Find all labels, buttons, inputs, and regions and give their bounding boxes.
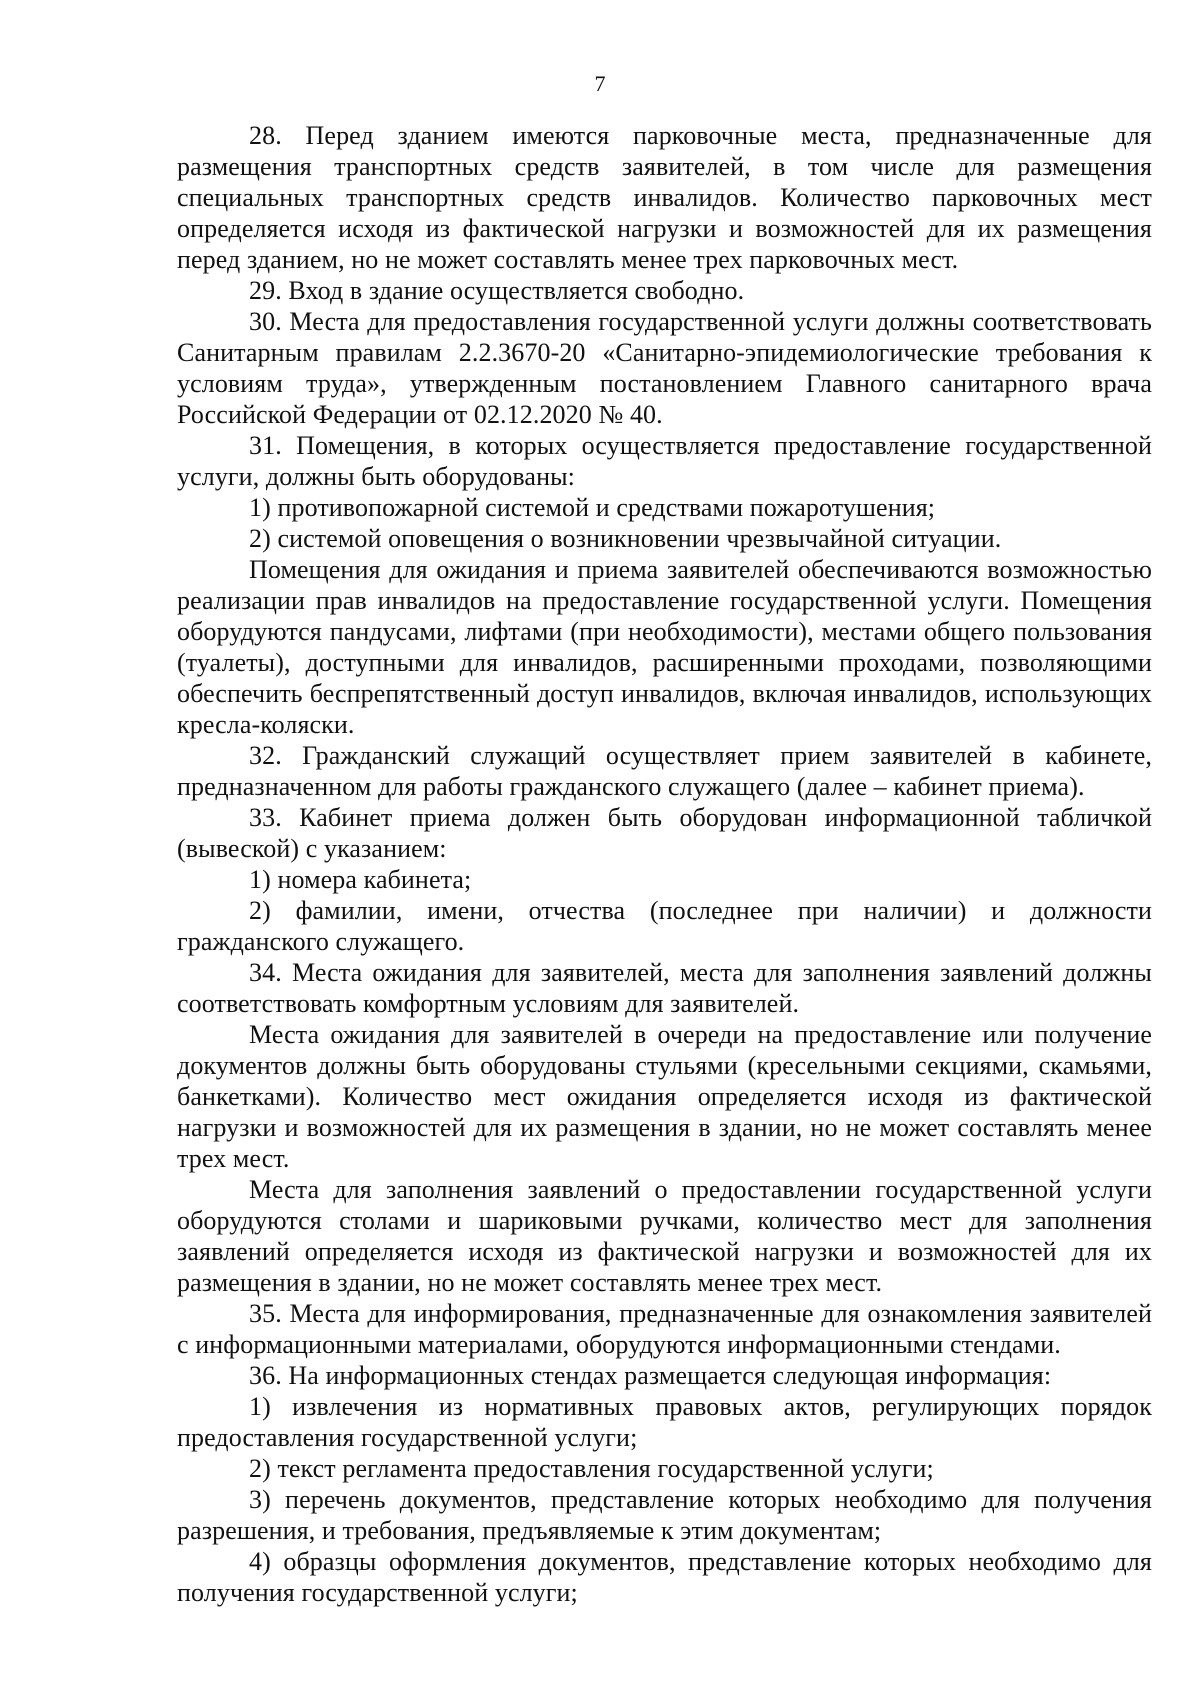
paragraph-28: 28. Перед зданием имеются парковочные места, предназначенные для размещения транспортных средств заявителей, в том числе для размещения специальных транспортных средств инвалидов. Количество парковочных мест определяется исходя из фактической нагрузки и возможностей для их размещения перед зданием, но не может составлять менее трех парковочных мест.: [177, 121, 1152, 274]
paragraph-33: 33. Кабинет приема должен быть оборудован информационной табличкой (вывеской) с указанием:: [177, 803, 1152, 863]
list-item-36-3: 3) перечень документов, представление которых необходимо для получения разрешения, и требования, предъявляемые к этим документам;: [177, 1485, 1152, 1545]
list-item-31-2: 2) системой оповещения о возникновении чрезвычайной ситуации.: [249, 524, 1002, 553]
paragraph-36: 36. На информационных стендах размещается следующая информация:: [249, 1361, 1052, 1390]
paragraph-29: 29. Вход в здание осуществляется свободно.: [249, 276, 745, 305]
paragraph-34-forms: Места для заполнения заявлений о предоставлении государственной услуги оборудуются столами и шариковыми ручками, количество мест для заполнения заявлений определяется исходя из фактической нагрузки и возможностей для их размещения в здании, но не может составлять менее трех мест.: [177, 1175, 1152, 1297]
list-item-36-2: 2) текст регламента предоставления государственной услуги;: [249, 1454, 934, 1483]
paragraph-34: 34. Места ожидания для заявителей, места для заполнения заявлений должны соответствовать комфортным условиям для заявителей.: [177, 958, 1152, 1018]
paragraph-31-accessibility: Помещения для ожидания и приема заявителей обеспечиваются возможностью реализации прав инвалидов на предоставление государственной услуги. Помещения оборудуются пандусами, лифтами (при необходимости), местами общего пользования (туалеты), доступными для инвалидов, расширенными проходами, позволяющими обеспечить беспрепятственный доступ инвалидов, включая инвалидов, использующих кресла-коляски.: [177, 555, 1152, 739]
paragraph-34-waiting: Места ожидания для заявителей в очереди на предоставление или получение документов должны быть оборудованы стульями (кресельными секциями, скамьями, банкетками). Количество мест ожидания определяется исходя из фактической нагрузки и возможностей для их размещения в здании, но не может составлять менее трех мест.: [177, 1020, 1152, 1173]
document-body: [177, 120, 1152, 1608]
list-item-33-2: 2) фамилии, имени, отчества (последнее при наличии) и должности гражданского служащего.: [177, 896, 1152, 956]
list-item-31-1: 1) противопожарной системой и средствами пожаротушения;: [249, 493, 936, 522]
paragraph-32: 32. Гражданский служащий осуществляет прием заявителей в кабинете, предназначенном для работы гражданского служащего (далее – кабинет приема).: [177, 741, 1152, 801]
page-number: 7: [594, 71, 606, 96]
paragraph-35: 35. Места для информирования, предназначенные для ознакомления заявителей с информационными материалами, оборудуются информационными стендами.: [177, 1299, 1152, 1359]
list-item-36-4: 4) образцы оформления документов, представление которых необходимо для получения государственной услуги;: [177, 1547, 1152, 1607]
list-item-33-1: 1) номера кабинета;: [249, 865, 472, 894]
paragraph-31: 31. Помещения, в которых осуществляется предоставление государственной услуги, должны быть оборудованы:: [177, 431, 1152, 491]
list-item-36-1: 1) извлечения из нормативных правовых актов, регулирующих порядок предоставления государственной услуги;: [177, 1392, 1152, 1452]
paragraph-30: 30. Места для предоставления государственной услуги должны соответствовать Санитарным правилам 2.2.3670-20 «Санитарно-эпидемиологические требования к условиям труда», утвержденным постановлением Главного санитарного врача Российской Федерации от 02.12.2020 № 40.: [177, 307, 1152, 429]
